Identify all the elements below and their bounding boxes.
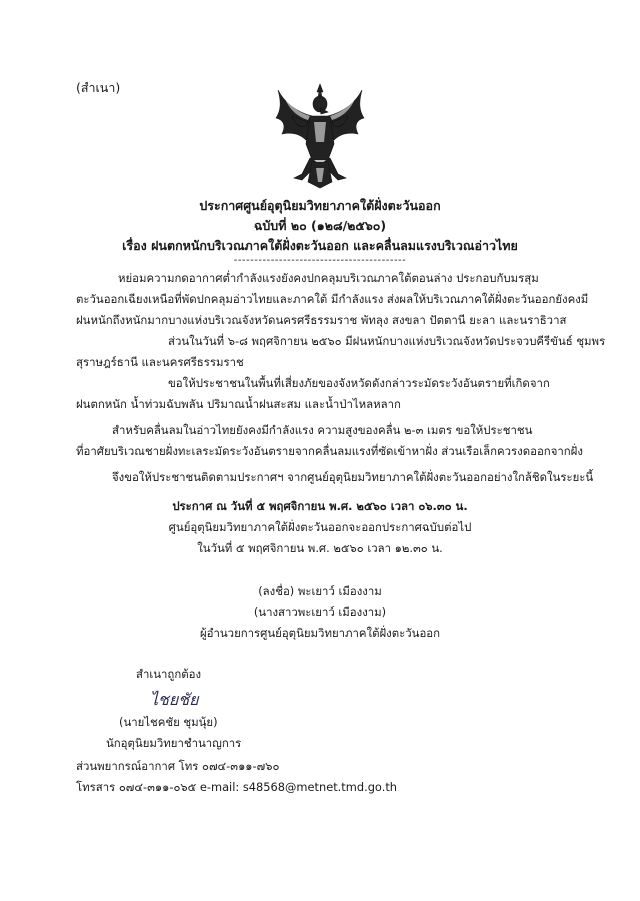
paragraph-3-line-1: ขอให้ประชาชนในพื้นที่เสี่ยงภัยของจังหวัดดังกล่าวระมัดระวังอันตรายที่เกิดจาก — [168, 376, 550, 390]
garuda-emblem-icon — [272, 82, 368, 190]
certifier-name: (นายไชคชัย ชุมนุ้ย) — [119, 715, 218, 729]
paragraph-1-line-2: ตะวันออกเฉียงเหนือที่พัดปกคลุมอ่าวไทยและภาคใต้ มีกำลังแรง ส่งผลให้บริเวณภาคใต้ฝั่งตะวันออกยังคงมี — [76, 292, 589, 306]
announcement-date: ประกาศ ณ วันที่ ๕ พฤศจิกายน พ.ศ. ๒๕๖๐ เวลา ๐๖.๓๐ น. — [172, 499, 468, 513]
paragraph-1-line-1: หย่อมความกดอากาศต่ำกำลังแรงยังคงปกคลุมบริเวณภาคใต้ตอนล่าง ประกอบกับมรสุม — [118, 271, 539, 285]
next-announcement-notice: ศูนย์อุตุนิยมวิทยาภาคใต้ฝั่งตะวันออกจะออกประกาศฉบับต่อไป — [168, 520, 472, 534]
paragraph-4-line-1: สำหรับคลื่นลมในอ่าวไทยยังคงมีกำลังแรง ความสูงของคลื่น ๒-๓ เมตร ขอให้ประชาชน — [112, 423, 533, 437]
certified-copy-label: สำเนาถูกต้อง — [136, 667, 202, 681]
paragraph-4-line-2: ที่อาศัยบริเวณชายฝั่งทะเลระมัดระวังอันตรายจากคลื่นลมแรงที่ซัดเข้าหาฝั่ง ส่วนเรือเล็กควรงดออกจากฝั่ง — [76, 444, 583, 458]
signature-line: (ลงชื่อ) พะเยาว์ เมืองงาม — [258, 584, 382, 598]
announcement-number: ฉบับที่ ๒๐ (๑๒๘/๒๕๖๐) — [253, 218, 387, 233]
paragraph-2-line-2: สุราษฎร์ธานี และนครศรีธรรมราช — [76, 355, 244, 369]
announcement-subject: เรื่อง ฝนตกหนักบริเวณภาคใต้ฝั่งตะวันออก และคลื่นลมแรงบริเวณอ่าวไทย — [122, 238, 518, 253]
signatory-position: ผู้อำนวยการศูนย์อุตุนิยมวิทยาภาคใต้ฝั่งตะวันออก — [199, 626, 441, 640]
paragraph-1-line-3: ฝนหนักถึงหนักมากบางแห่งบริเวณจังหวัดนครศรีธรรมราช พัทลุง สงขลา ปัตตานี ยะลา และนราธิวาส — [76, 313, 567, 327]
signatory-name: (นางสาวพะเยาว์ เมืองงาม) — [253, 605, 387, 619]
next-announcement-time: ในวันที่ ๕ พฤศจิกายน พ.ศ. ๒๕๖๐ เวลา ๑๒.๓๐ น. — [197, 541, 443, 555]
department-phone: ส่วนพยากรณ์อากาศ โทร ๐๗๔-๓๑๑-๗๖๐ — [76, 759, 280, 773]
announcement-title: ประกาศศูนย์อุตุนิยมวิทยาภาคใต้ฝั่งตะวันออก — [199, 198, 441, 213]
paragraph-2-line-1: ส่วนในวันที่ ๖-๘ พฤศจิกายน ๒๕๖๐ มีฝนหนักบางแห่งบริเวณจังหวัดประจวบคีรีขันธ์ ชุมพร — [168, 334, 606, 348]
fax-email: โทรสาร ๐๗๔-๓๑๑-๐๖๕ e-mail: s48568@metnet.tmd.go.th — [76, 780, 398, 794]
paragraph-3-line-2: ฝนตกหนัก น้ำท่วมฉับพลัน ปริมาณน้ำฝนสะสม และน้ำป่าไหลหลาก — [76, 397, 401, 411]
certifier-position: นักอุตุนิยมวิทยาชำนาญการ — [106, 736, 242, 750]
handwritten-signature: ไชยชัย — [150, 690, 199, 709]
copy-mark: (สำเนา) — [76, 80, 121, 95]
title-divider: ------------------------------------------ — [233, 255, 407, 266]
paragraph-5-line-1: จึงขอให้ประชาชนติดตามประกาศฯ จากศูนย์อุตุนิยมวิทยาภาคใต้ฝั่งตะวันออกอย่างใกล้ชิดในระยะนี้ — [112, 470, 594, 484]
